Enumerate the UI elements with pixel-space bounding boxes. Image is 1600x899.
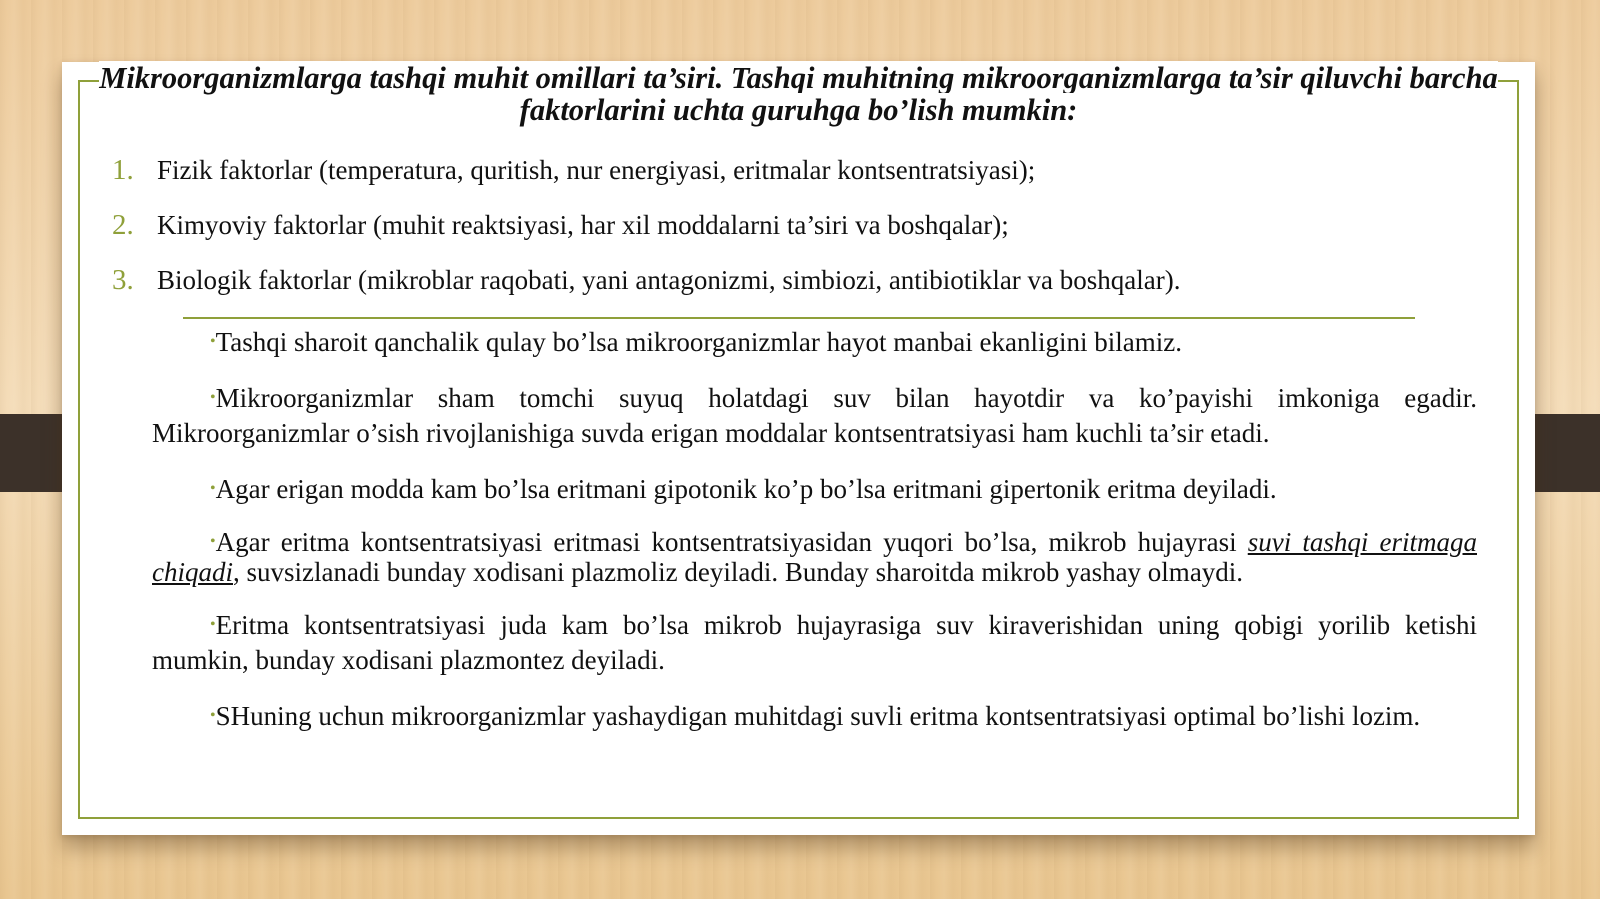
factor-number: 2. (112, 209, 134, 241)
factor-text: Biologik faktorlar (mikroblar raqobati, yani antagonizmi, simbiozi, antibiotiklar va boshqalar). (157, 265, 1181, 295)
slide-card (62, 62, 1535, 835)
factor-text: Fizik faktorlar (temperatura, quritish, nur energiyasi, eritmalar kontsentratsiyasi); (157, 155, 1036, 185)
factor-list (112, 154, 1180, 319)
bullet-paragraph: •Mikroorganizmlar sham tomchi suyuq holatdagi suv bilan hayotdir va ko’payishi imkoniga egadir. Mikroorganizmlar o’sish rivojlanishiga suvda erigan moddalar kontsentratsiyasi ham kuchli ta’sir etadi. (152, 383, 1477, 448)
bullet-icon: • (210, 480, 216, 497)
bullet-icon: • (210, 389, 216, 406)
factor-number: 1. (112, 154, 134, 186)
underlined-phrase: suvi tashqi eritmaga chiqadi (152, 527, 1477, 587)
paragraph-list (152, 324, 1477, 754)
factor-item (112, 264, 1180, 319)
bullet-paragraph: •Eritma kontsentratsiyasi juda kam bo’lsa mikrob hujayrasiga suv kiraverishidan uning qobigi yorilib ketishi mumkin, bunday xodisani plazmontez deyiladi. (152, 610, 1477, 675)
factor-item (112, 154, 1180, 209)
bullet-paragraph: •Agar erigan modda kam bo’lsa eritmani gipotonik ko’p bo’lsa eritmani gipertonik eritma deyiladi. (210, 474, 1277, 504)
bullet-icon: • (210, 333, 216, 350)
bullet-paragraph: •SHuning uchun mikroorganizmlar yashaydigan muhitdagi suvli eritma kontsentratsiyasi optimal bo’lishi lozim. (210, 701, 1421, 731)
bullet-icon: • (210, 616, 216, 633)
bullet-paragraph: •Agar eritma kontsentratsiyasi eritmasi kontsentratsiyasidan yuqori bo’lsa, mikrob hujayrasi suvi tashqi eritmaga chiqadi, suvsizlanadi bunday xodisani plazmoliz deyiladi. Bunday sharoitda mikrob yashay olmaydi. (152, 527, 1477, 587)
bullet-icon: • (210, 533, 216, 550)
factor-item (112, 209, 1180, 264)
factor-number: 3. (112, 264, 134, 296)
bullet-paragraph: •Tashqi sharoit qanchalik qulay bo’lsa mikroorganizmlar hayot manbai ekanligini bilamiz. (210, 327, 1182, 357)
bullet-icon: • (210, 707, 216, 724)
factor-text: Kimyoviy faktorlar (muhit reaktsiyasi, har xil moddalarni ta’siri va boshqalar); (157, 210, 1009, 240)
section-divider (183, 317, 1415, 319)
slide-title: Mikroorganizmlarga tashqi muhit omillari ta’siri. Tashqi muhitning mikroorganizmlarga ta’sir qiluvchi barcha faktorlarini uchta guruhga bo’lish mumkin: (99, 61, 1498, 127)
